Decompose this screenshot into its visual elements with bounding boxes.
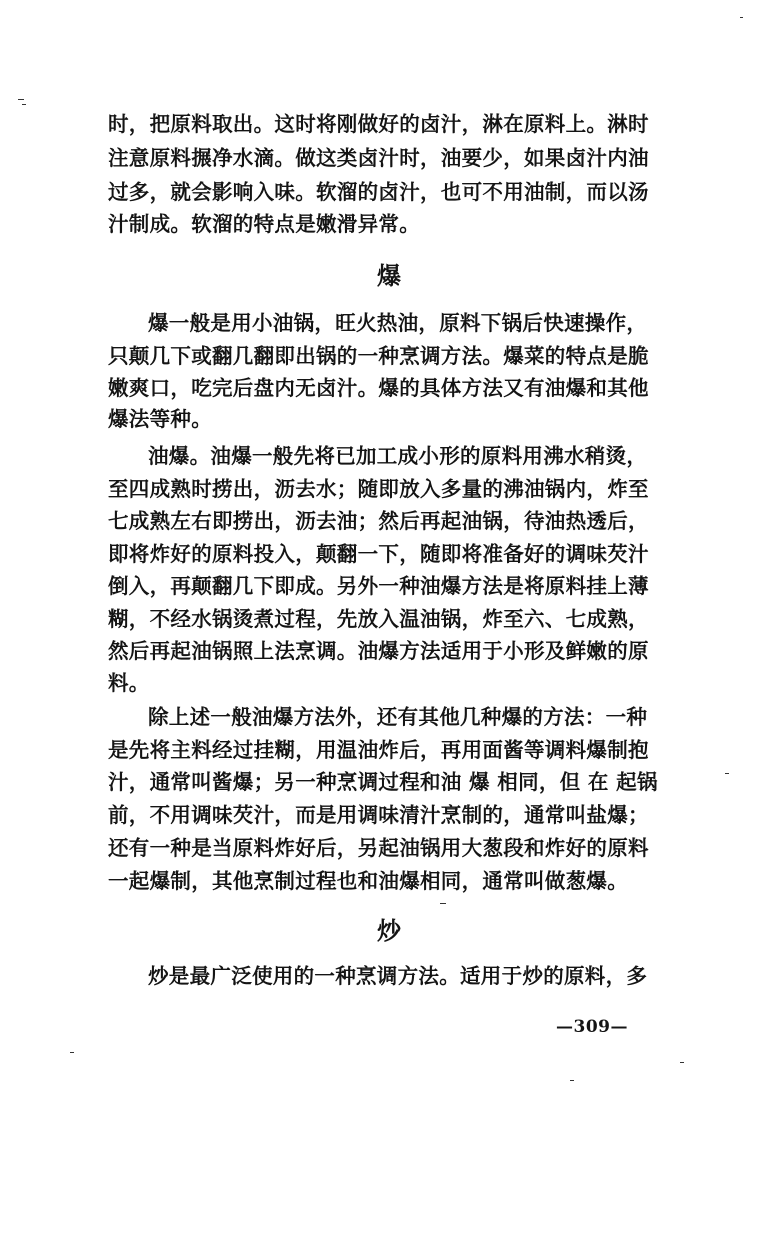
para4-line-3: 汁，通常叫酱爆；另一种烹调过程和油 爆 相同，但 在 起锅: [108, 770, 658, 794]
scan-speck: [18, 99, 24, 100]
para3-line-7: 然后再起油锅照上法烹调。油爆方法适用于小形及鲜嫩的原: [108, 639, 649, 663]
para2-line-1: 爆一般是用小油锅，旺火热油，原料下锅后快速操作，: [148, 311, 648, 335]
para1-line-3: 过多，就会影响入味。软溜的卤汁，也可不用油制，而以汤: [108, 180, 649, 204]
scan-speck: [570, 1080, 574, 1081]
scan-speck: [680, 1062, 684, 1063]
para2-line-4: 爆法等种。: [108, 407, 212, 431]
scan-speck: [725, 773, 729, 774]
para2-line-3: 嫩爽口，吃完后盘内无卤汁。爆的具体方法又有油爆和其他: [108, 376, 649, 400]
scan-speck: [70, 1052, 74, 1053]
para4-line-5: 还有一种是当原料炸好后，另起油锅用大葱段和炸好的原料: [108, 836, 649, 860]
para1-line-1: 时，把原料取出。这时将刚做好的卤汁，淋在原料上。淋时: [108, 112, 649, 136]
para1-line-2: 注意原料搌净水滴。做这类卤汁时，油要少，如果卤汁内油: [108, 146, 649, 170]
scan-speck: [22, 104, 26, 105]
para5-line-1: 炒是最广泛使用的一种烹调方法。适用于炒的原料，多: [148, 964, 648, 988]
para3-line-3: 七成熟左右即捞出，沥去油；然后再起油锅，待油热透后，: [108, 509, 649, 533]
section-heading-bao: 爆: [377, 261, 401, 290]
page-number: —309—: [556, 1017, 628, 1037]
para3-line-8: 料。: [108, 671, 150, 695]
para4-line-4: 前，不用调味芡汁，而是用调味清汁烹制的，通常叫盐爆；: [108, 803, 649, 827]
para3-line-5: 倒入，再颠翻几下即成。另外一种油爆方法是将原料挂上薄: [108, 574, 649, 598]
para3-line-6: 糊，不经水锅烫煮过程，先放入温油锅，炸至六、七成熟，: [108, 607, 649, 631]
scan-speck: [740, 17, 743, 18]
para3-line-2: 至四成熟时捞出，沥去水；随即放入多量的沸油锅内，炸至: [108, 477, 649, 501]
para1-line-4: 汁制成。软溜的特点是嫩滑异常。: [108, 212, 420, 236]
scan-speck: [440, 903, 446, 904]
para4-line-2: 是先将主料经过挂糊，用温油炸后，再用面酱等调料爆制抱: [108, 738, 649, 762]
para4-line-6: 一起爆制，其他烹制过程也和油爆相同，通常叫做葱爆。: [108, 869, 628, 893]
para4-line-1: 除上述一般油爆方法外，还有其他几种爆的方法：一种: [148, 705, 648, 729]
section-heading-chao: 炒: [377, 916, 401, 945]
para3-line-1: 油爆。油爆一般先将已加工成小形的原料用沸水稍烫，: [148, 444, 648, 468]
para2-line-2: 只颠几下或翻几翻即出锅的一种烹调方法。爆菜的特点是脆: [108, 344, 649, 368]
para3-line-4: 即将炸好的原料投入，颠翻一下，随即将准备好的调味芡汁: [108, 542, 649, 566]
